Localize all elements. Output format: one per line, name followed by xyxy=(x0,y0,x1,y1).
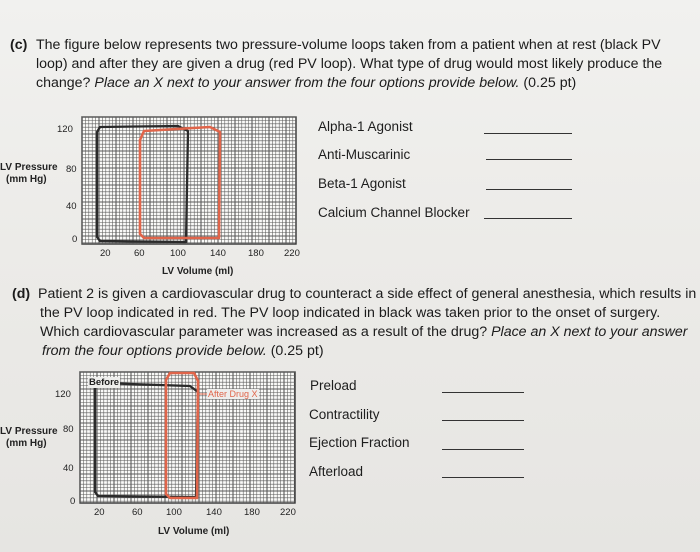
x-tick-c-60: 60 xyxy=(134,248,145,259)
question-d-line1: Patient 2 is given a cardiovascular drug to counteract a side effect of general anesthesia, which results in xyxy=(38,286,697,302)
x-tick-c-220: 220 xyxy=(284,248,300,259)
question-d-tag: (d) xyxy=(12,286,31,302)
question-c-line1: The figure below represents two pressure-volume loops taken from a patient when at rest (black PV xyxy=(36,37,661,53)
option-d-2-label: Contractility xyxy=(309,407,380,422)
option-c-2-label: Anti-Muscarinic xyxy=(318,147,411,162)
grid-frame-d xyxy=(80,372,295,503)
answer-blank-d-3[interactable] xyxy=(442,449,524,450)
y-tick-c-0: 0 xyxy=(72,234,78,245)
option-d-3-label: Ejection Fraction xyxy=(309,435,410,450)
x-tick-d-20: 20 xyxy=(94,507,105,518)
x-tick-d-140: 140 xyxy=(206,507,222,518)
y-tick-c-120: 120 xyxy=(57,124,73,135)
x-tick-c-20: 20 xyxy=(100,248,111,259)
after-drug-label: After Drug X xyxy=(208,389,258,399)
answer-blank-d-1[interactable] xyxy=(442,392,524,393)
option-d-4-label: Afterload xyxy=(309,464,364,479)
question-d-line3: Which cardiovascular parameter was increased as a result of the drug? Place an X next to your answer xyxy=(40,324,688,340)
y-tick-c-80: 80 xyxy=(66,164,77,175)
x-tick-d-100: 100 xyxy=(166,507,182,518)
x-tick-d-60: 60 xyxy=(132,507,143,518)
question-c-tag: (c) xyxy=(10,37,28,53)
y-label-d: LV Pressure (mm Hg) xyxy=(0,426,58,449)
y-tick-d-80: 80 xyxy=(63,424,74,435)
y-tick-d-120: 120 xyxy=(55,389,71,400)
question-c-line3: change? Place an X next to your answer from the four options provide below. (0.25 pt) xyxy=(36,75,577,91)
graph-paper-d xyxy=(80,372,295,503)
option-c-3-label: Beta-1 Agonist xyxy=(318,176,406,191)
answer-blank-d-2[interactable] xyxy=(442,420,524,421)
x-tick-c-100: 100 xyxy=(170,248,186,259)
option-c-1-label: Alpha-1 Agonist xyxy=(318,119,413,134)
question-d-line2: the PV loop indicated in red. The PV loop indicated in black was taken prior to the onset of surgery. xyxy=(40,305,661,321)
x-tick-d-180: 180 xyxy=(244,507,260,518)
y-tick-d-0: 0 xyxy=(70,496,76,507)
y-label-c: LV Pressure (mm Hg) xyxy=(0,162,58,185)
before-label: Before xyxy=(89,377,120,388)
y-tick-c-40: 40 xyxy=(66,201,77,212)
question-d-line4: from the four options provide below. (0.25 pt) xyxy=(42,343,324,359)
y-tick-d-40: 40 xyxy=(63,463,74,474)
answer-blank-d-4[interactable] xyxy=(442,477,524,478)
x-tick-c-180: 180 xyxy=(248,248,264,259)
x-tick-c-140: 140 xyxy=(210,248,226,259)
option-c-4-label: Calcium Channel Blocker xyxy=(318,205,470,220)
x-label-d: LV Volume (ml) xyxy=(158,526,230,537)
question-c-line2: loop) and after they are given a drug (red PV loop). What type of drug would most likely produce the xyxy=(36,56,663,72)
x-tick-d-220: 220 xyxy=(280,507,296,518)
x-label-c: LV Volume (ml) xyxy=(162,266,234,277)
option-d-1-label: Preload xyxy=(310,378,357,393)
